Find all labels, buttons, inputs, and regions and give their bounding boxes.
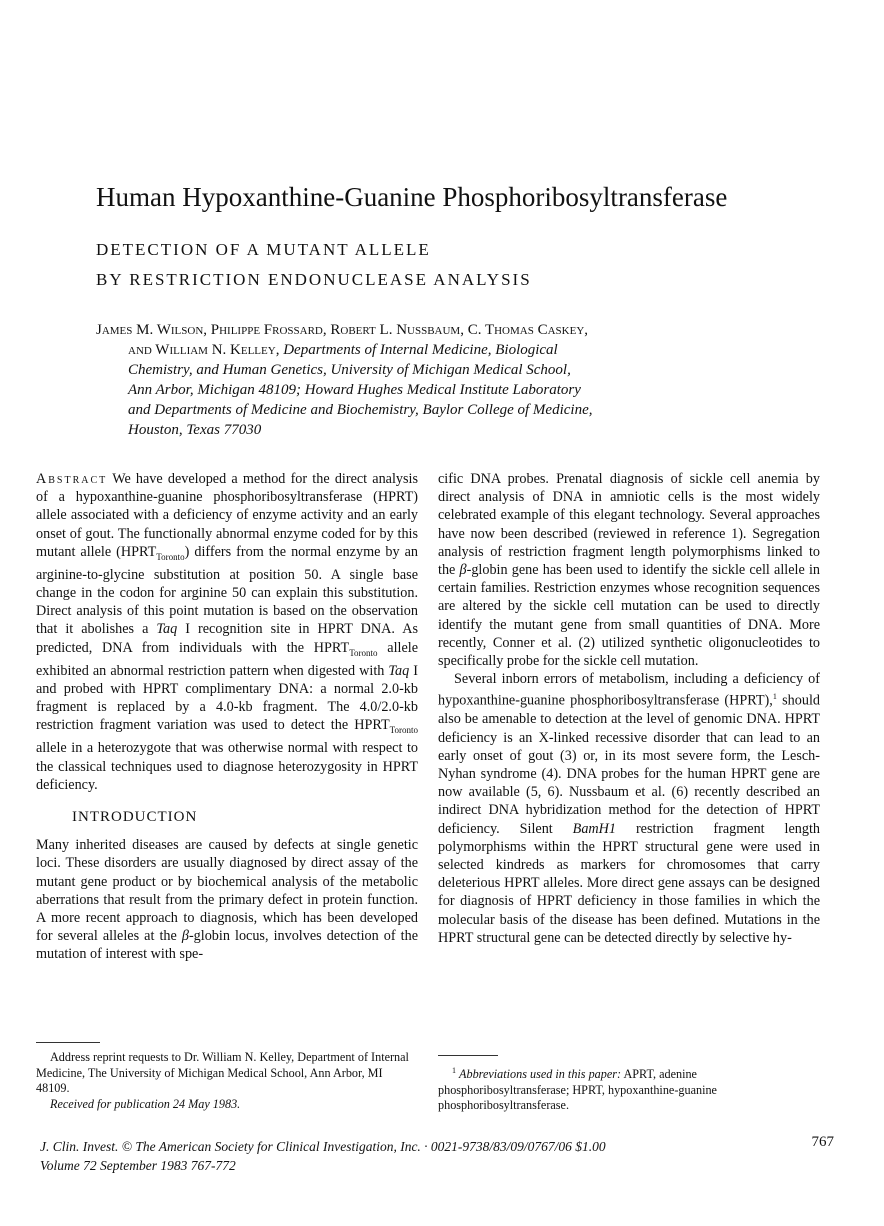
affiliation: and Departments of Medicine and Biochemistry, Baylor College of Medicine, <box>128 402 593 418</box>
volume-info: Volume 72 September 1983 767-772 <box>40 1158 236 1173</box>
author-block <box>96 320 736 440</box>
section-heading-introduction: INTRODUCTION <box>72 808 198 825</box>
intro-paragraph: Many inherited diseases are caused by defects at single genetic loci. These disorders are usually diagnosed by direct assay of the mutant gene product or by biochemical analysis of the metabolic aberrations that result from the primary defect in protein function. A more recent approach to diagnosis, which has been developed for several alleles at the β-globin locus, involves detection of the mutation of interest with spe- <box>36 837 418 963</box>
abstract-label: Abstract <box>36 471 108 487</box>
article-subtitle-line-2: BY RESTRICTION ENDONUCLEASE ANALYSIS <box>96 270 532 289</box>
footnote-rule-left <box>36 1042 100 1043</box>
journal-citation: J. Clin. Invest. © The American Society for Clinical Investigation, Inc. · 0021-9738/83/09/0767/06 $1.00 <box>40 1139 606 1154</box>
author-names-cont: and William N. Kelley, <box>128 342 280 358</box>
article-subtitle-line-1: DETECTION OF A MUTANT ALLELE <box>96 240 431 259</box>
footnote-rule-right <box>438 1055 498 1056</box>
left-column <box>36 470 418 964</box>
body-paragraph: cific DNA probes. Prenatal diagnosis of sickle cell anemia by direct analysis of DNA in amniotic cells is the most widely celebrated example of this elegant technology. Several approaches have now been described (reviewed in reference 1). Segregation analysis of restriction fragment length polymorphisms linked to the β-globin gene has been used to identify the sickle cell allele in certain families. Restriction enzymes whose recognition sequences are altered by the sickle cell mutation can be used to directly identify the mutant gene from small quantities of DNA. More recently, Conner et al. (2) utilized synthetic oligonucleotides to specifically probe for the sickle cell mutation. <box>438 471 820 670</box>
page-number: 767 <box>811 1134 834 1150</box>
body-paragraph: Several inborn errors of metabolism, including a deficiency of hypoxanthine-guanine phosphoribosyltransferase (HPRT),$^1$ should also be amenable to detection at the level of genomic DNA. HPRT deficiency is an X-linked recessive disorder that can lead to an early onset of gout (3) or, in its most severe form, the Lesch-Nyhan syndrome (4). DNA probes for the human HPRT gene are now available (5, 6). Nussbaum et al. (6) recently described an indirect DNA hybridization method for the detection of HPRT deficiency. Silent BamH1 restriction fragment length polymorphisms within the HPRT structural gene were used in selected kindreds as markers for chromosomes that carry deleterious HPRT alleles. More direct gene assays can be designed for diagnosis of HPRT deficiency in those families in which the molecular basis of the disease has been defined. Mutations in the HPRT structural gene can be detected directly by selective hy- <box>438 671 820 946</box>
affiliation: Departments of Internal Medicine, Biological <box>283 342 558 358</box>
affiliation: Ann Arbor, Michigan 48109; Howard Hughes Medical Institute Laboratory <box>128 382 581 398</box>
footnote-left <box>36 1050 418 1112</box>
article-title: Human Hypoxanthine-Guanine Phosphoribosyltransferase <box>96 182 728 212</box>
affiliation: Houston, Texas 77030 <box>128 422 262 438</box>
right-column <box>438 470 820 947</box>
author-names: James M. Wilson, Philippe Frossard, Robert L. Nussbaum, C. Thomas Caskey, <box>96 322 589 338</box>
footnote-right: $^1$ Abbreviations used in this paper: APRT, adenine phosphoribosyltransferase; HPRT, hypoxanthine-guanine phosphoribosyltransferase. <box>438 1066 717 1113</box>
journal-footer <box>40 1137 840 1175</box>
received-date: Received for publication 24 May 1983. <box>50 1096 241 1111</box>
abbreviations-text: APRT, adenine phosphoribosyltransferase; HPRT, hypoxanthine-guanine phosphoribosyltransferase. <box>438 1067 717 1113</box>
affiliation: Chemistry, and Human Genetics, University of Michigan Medical School, <box>128 362 571 378</box>
reprint-note: Address reprint requests to Dr. William N. Kelley, Department of Internal Medicine, The University of Michigan Medical School, Ann Arbor, MI 48109. <box>36 1050 409 1095</box>
abstract-paragraph: Abstract We have developed a method for the direct analysis of a hypoxanthine-guanine phosphoribosyltransferase (HPRT) allele associated with a deficiency of enzyme activity and an early onset of gout. The functionally abnormal enzyme coded for by this mutant allele $(HPRT_{Toronto})$ differs from the normal enzyme by an arginine-to-glycine substitution at position 50. A single base change in the codon for arginine 50 can explain this substitution. Direct analysis of this point mutation is based on the observation that it abolishes a Taq I recognition site in HPRT DNA. As predicted, DNA from individuals with the $HPRT_{Toronto}$ allele exhibited an abnormal restriction pattern when digested with Taq I and probed with HPRT complimentary DNA: a normal 2.0-kb fragment is replaced by a 4.0-kb fragment. The 4.0/2.0-kb restriction fragment variation was used to detect the $HPRT_{Toronto}$ allele in a heterozygote that was otherwise normal with respect to the classical techniques used to diagnose heterozygosity in HPRT deficiency. <box>36 471 418 793</box>
abbreviations-label: Abbreviations used in this paper: <box>459 1067 622 1082</box>
